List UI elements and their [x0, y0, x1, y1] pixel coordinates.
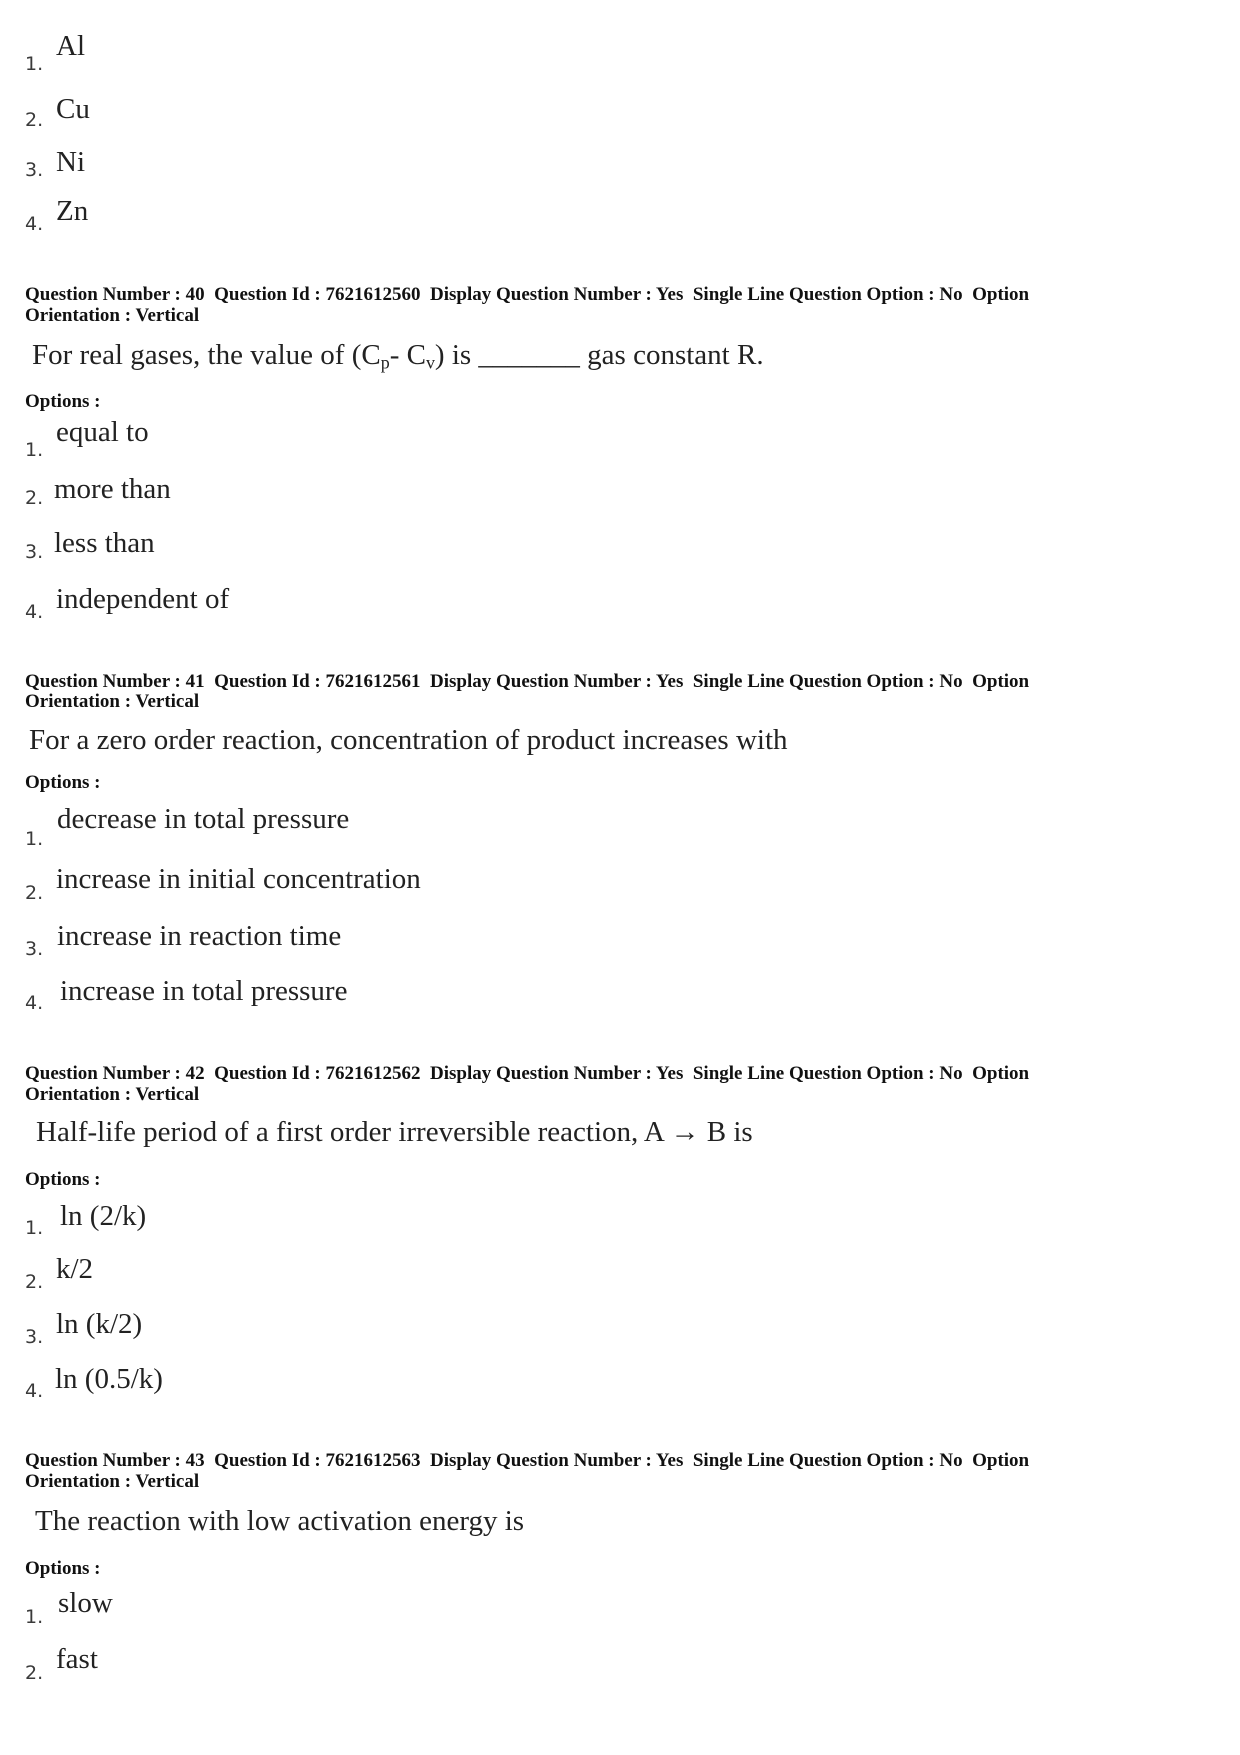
option-number: 2.: [25, 487, 44, 509]
option-number: 3.: [25, 1326, 44, 1348]
option-text: increase in initial concentration: [56, 863, 421, 895]
option-number: 4.: [25, 601, 44, 623]
options-label: Options :: [25, 772, 101, 793]
options-label: Options :: [25, 391, 101, 412]
option-text: more than: [54, 473, 171, 505]
option-text: less than: [54, 527, 155, 559]
option-number: 4.: [25, 213, 44, 235]
options-label: Options :: [25, 1169, 101, 1190]
option-number: 1.: [25, 53, 44, 75]
question-text: The reaction with low activation energy is: [35, 1505, 525, 1537]
question-header: Question Number : 41 Question Id : 7621612561 Display Question Number : Yes Single Line Question Option : No Option: [25, 671, 1030, 692]
option-text: ln (k/2): [56, 1308, 143, 1340]
option-number: 2.: [25, 882, 44, 904]
options-label: Options :: [25, 1558, 101, 1579]
option-text: Al: [56, 30, 85, 62]
option-number: 1.: [25, 439, 44, 461]
question-text: Half-life period of a first order irreversible reaction, A → B is: [36, 1116, 753, 1148]
subscript-p: p: [380, 352, 390, 373]
option-number: 1.: [25, 1217, 44, 1239]
option-number: 2.: [25, 1662, 44, 1684]
option-number: 4.: [25, 1380, 44, 1402]
option-number: 1.: [25, 1606, 44, 1628]
option-number: 3.: [25, 541, 44, 563]
option-number: 3.: [25, 938, 44, 960]
option-text: ln (0.5/k): [55, 1363, 163, 1395]
option-text: increase in total pressure: [60, 975, 348, 1007]
question-text-part: - C: [389, 339, 426, 371]
option-number: 2.: [25, 109, 44, 131]
option-text: equal to: [56, 416, 149, 448]
question-header-orientation: Orientation : Vertical: [25, 1084, 200, 1105]
option-text: Zn: [56, 195, 89, 227]
option-number: 3.: [25, 159, 44, 181]
question-header: Question Number : 43 Question Id : 7621612563 Display Question Number : Yes Single Line Question Option : No Option: [25, 1450, 1030, 1471]
option-number: 2.: [25, 1271, 44, 1293]
option-text: decrease in total pressure: [57, 803, 350, 835]
option-text: ln (2/k): [60, 1200, 147, 1232]
option-number: 4.: [25, 992, 44, 1014]
option-text: Cu: [56, 93, 90, 125]
option-text: fast: [56, 1643, 98, 1675]
subscript-v: v: [425, 352, 435, 373]
question-header-orientation: Orientation : Vertical: [25, 691, 200, 712]
question-header-orientation: Orientation : Vertical: [25, 1471, 200, 1492]
question-text-part: ) is _______ gas constant R.: [434, 339, 764, 371]
question-text: For a zero order reaction, concentration of product increases with: [29, 724, 788, 756]
question-header: Question Number : 40 Question Id : 7621612560 Display Question Number : Yes Single Line Question Option : No Option: [25, 284, 1030, 305]
question-text: [32, 339, 764, 373]
question-header: Question Number : 42 Question Id : 7621612562 Display Question Number : Yes Single Line Question Option : No Option: [25, 1063, 1030, 1084]
option-text: independent of: [56, 583, 230, 615]
option-text: slow: [58, 1587, 113, 1619]
question-header-orientation: Orientation : Vertical: [25, 305, 200, 326]
option-text: increase in reaction time: [57, 920, 342, 952]
option-text: Ni: [56, 146, 85, 178]
option-number: 1.: [25, 828, 44, 850]
question-text-part: For real gases, the value of (C: [32, 339, 381, 371]
option-text: k/2: [56, 1253, 94, 1285]
